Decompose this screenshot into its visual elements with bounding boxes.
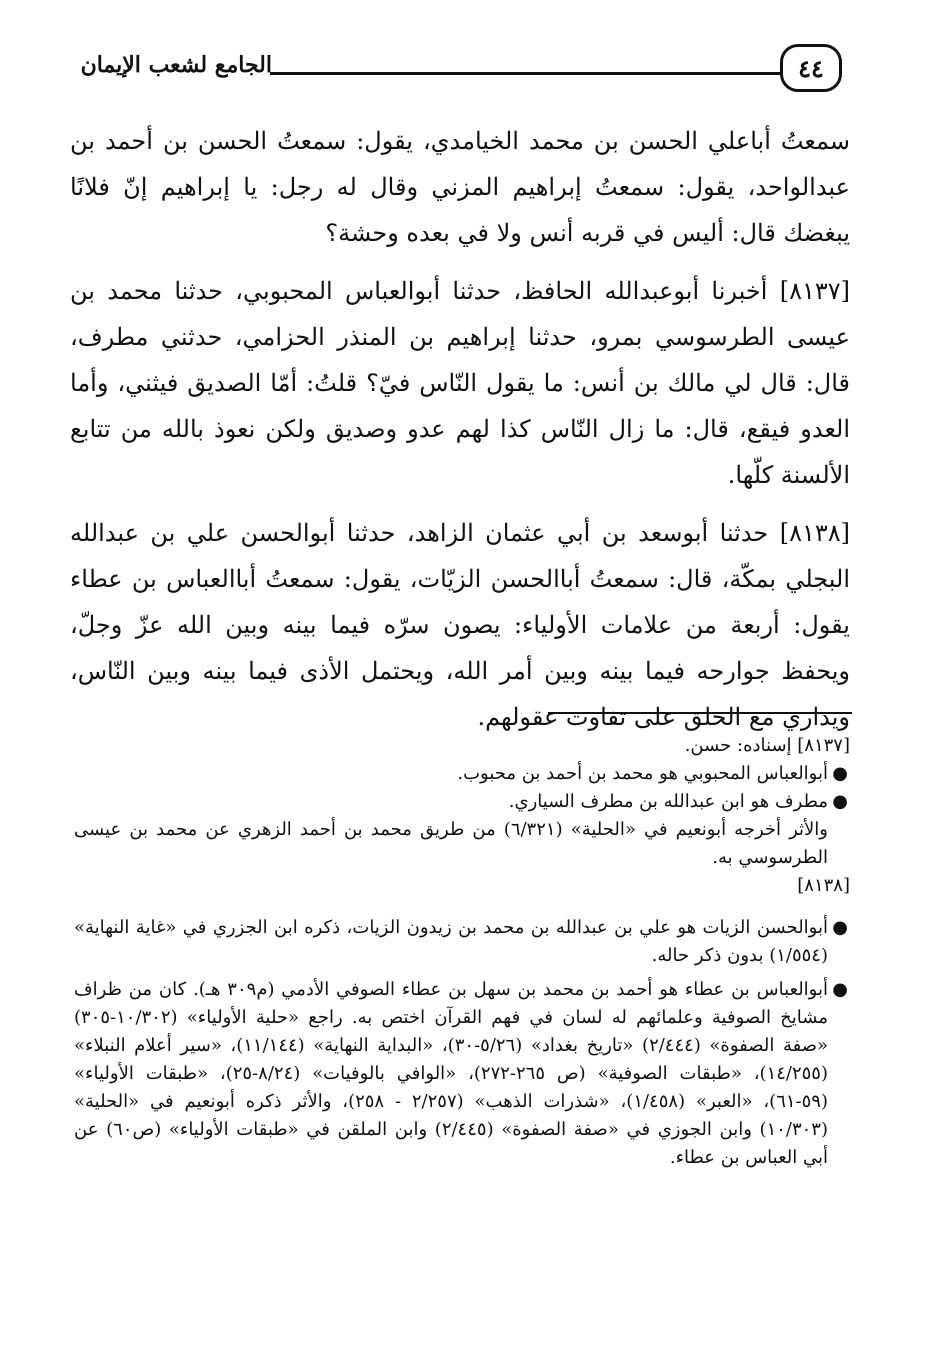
footnote-8138-item — [74, 914, 850, 970]
main-text — [70, 118, 850, 752]
header-rule — [270, 72, 782, 75]
footnote-8137-source: والأثر أخرجه أبونعيم في «الحلية» (٦/٣٢١) من طريق محمد بن أحمد الزهري عن محمد بن عيسى الطرسوسي به. — [74, 819, 828, 868]
footnote-text: مطرف هو ابن عبدالله بن مطرف السياري. — [508, 791, 828, 812]
footnote-8137-heading: [٨١٣٧] إسناده: حسن. — [684, 735, 850, 756]
bullet-icon: ● — [832, 763, 848, 784]
paragraph-intro: سمعتُ أباعلي الحسن بن محمد الخيامدي، يقول: سمعتُ الحسن بن أحمد بن عبدالواحد، يقول: سمعتُ إبراهيم المزني وقال له رجل: يا إبراهيم إنّ فلانًا يبغضك قال: أليس في قربه أنس ولا في بعده وحشة؟ — [70, 127, 850, 247]
page-header — [0, 0, 941, 110]
footnote-8138-heading: [٨١٣٨] — [797, 875, 850, 896]
bullet-icon: ● — [832, 979, 848, 1000]
paragraph-8138: [٨١٣٨] حدثنا أبوسعد بن أبي عثمان الزاهد، حدثنا أبوالحسن علي بن عبدالله البجلي بمكّة، قال: سمعتُ أباالحسن الزيّات، يقول: سمعتُ أباالعباس بن عطاء يقول: أربعة من علامات الأولياء: يصون سرّه فيما بينه وبين الله عزّ وجلّ، ويحفظ جوارحه فيما بينه وبين أمر الله، ويحتمل الأذى فيما بينه وبين النّاس، ويداري مع الخلق على تفاوت عقولهم. — [70, 519, 850, 731]
footnote-8137-list — [74, 760, 850, 816]
footnote-text: أبوالحسن الزيات هو علي بن عبدالله بن محمد بن زيدون الزيات، ذكره ابن الجزري في «غاية النهاية» (١/٥٥٤) بدون ذكر حاله. — [74, 917, 828, 966]
footnote-8137-item — [74, 760, 850, 788]
footnote-separator — [548, 712, 852, 714]
paragraph-8137: [٨١٣٧] أخبرنا أبوعبدالله الحافظ، حدثنا أبوالعباس المحبوبي، حدثنا محمد بن عيسى الطرسوسي بمرو، حدثنا إبراهيم بن المنذر الحزامي، حدثني مطرف، قال: قال لي مالك بن أنس: ما يقول النّاس فيّ؟ قلتُ: أمّا الصديق فيثني، وأما العدو فيقع، قال: ما زال النّاس كذا لهم عدو وصديق ولكن نعوذ بالله من تتابع الألسنة كلّها. — [70, 277, 851, 489]
footnote-text: أبوالعباس بن عطاء هو أحمد بن محمد بن سهل بن عطاء الصوفي الأدمي (م٣٠٩ هـ). كان من ظراف مشايخ الصوفية وعلمائهم له لسان في فهم القرآن اختص به. راجع «حلية الأولياء» (١٠/٣٠٢-٣٠٥) «صفة الصفوة» (٢/٤٤٤) «تاريخ بغداد» (٥/٢٦-٣٠)، «البداية النهاية» (١١/١٤٤)، «سير أعلام النبلاء» (١٤/٢٥٥)، «طبقات الصوفية» (ص ٢٦٥-٢٧٢)، «الوافي بالوفيات» (٨/٢٤-٢٥)، «طبقات الأولياء» (٥٩-٦١)، «العبر» (١/٤٥٨)، «شذرات الذهب» (٢/٢٥٧ - ٢٥٨)، والأثر ذكره أبونعيم في «الحلية» (١٠/٣٠٣) وابن الجوزي في «صفة الصفوة» (٢/٤٤٥) وابن الملقن في «طبقات الأولياء» (ص٦٠) عن أبي العباس بن عطاء. — [74, 979, 829, 1168]
footnotes — [74, 732, 850, 1178]
bullet-icon: ● — [832, 917, 848, 938]
bullet-icon: ● — [832, 791, 848, 812]
footnote-8138-list — [74, 914, 850, 1172]
footnote-text: أبوالعباس المحبوبي هو محمد بن أحمد بن محبوب. — [457, 763, 828, 784]
spacer — [74, 900, 850, 914]
footnote-8138-item — [74, 976, 850, 1172]
footnote-8137-item — [74, 788, 850, 816]
page-number: ٤٤ — [780, 44, 842, 92]
running-title: الجامع لشعب الإيمان — [80, 52, 272, 78]
